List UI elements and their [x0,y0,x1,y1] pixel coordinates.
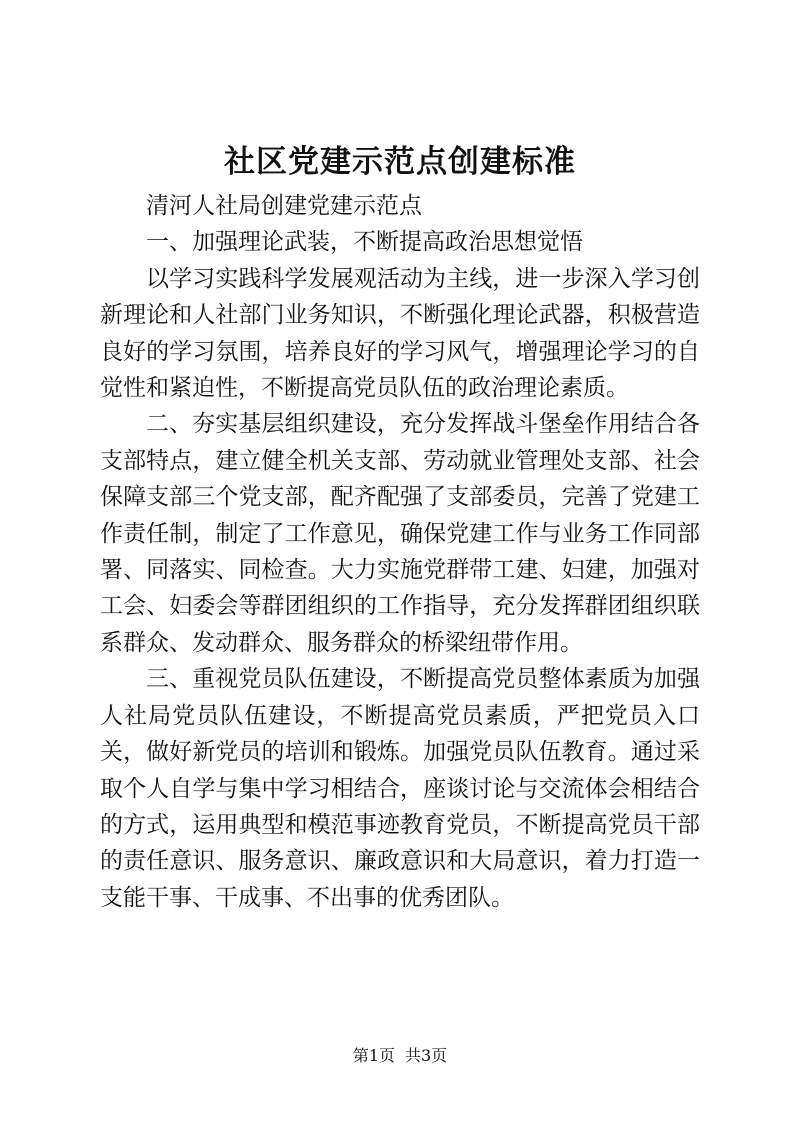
body-paragraph-1: 以学习实践科学发展观活动为主线，进一步深入学习创新理论和人社部门业务知识，不断强化理论武器，积极营造良好的学习氛围，培养良好的学习风气，增强理论学习的自觉性和紧迫性，不断提高党员队伍的政治理论素质。 [100,265,700,402]
document-body [100,188,700,916]
body-paragraph-2: 二、夯实基层组织建设，充分发挥战斗堡垒作用结合各支部特点，建立健全机关支部、劳动就业管理处支部、社会保障支部三个党支部，配齐配强了支部委员，完善了党建工作责任制，制定了工作意见，确保党建工作与业务工作同部署、同落实、同检查。大力实施党群带工建、妇建，加强对工会、妇委会等群团组织的工作指导，充分发挥群团组织联系群众、发动群众、服务群众的桥梁纽带作用。 [100,411,700,656]
body-paragraph-3: 三、重视党员队伍建设，不断提高党员整体素质为加强人社局党员队伍建设，不断提高党员素质，严把党员入口关，做好新党员的培训和锻炼。加强党员队伍教育。通过采取个人自学与集中学习相结合，座谈讨论与交流体会相结合的方式，运用典型和模范事迹教育党员，不断提高党员干部的责任意识、服务意识、廉政意识和大局意识，着力打造一支能干事、干成事、不出事的优秀团队。 [100,666,700,911]
document-title: 社区党建示范点创建标准 [224,144,576,180]
page-total: 共3页 [405,1046,448,1065]
section-heading-1: 一、加强理论武装，不断提高政治思想觉悟 [146,229,583,256]
subtitle-paragraph: 清河人社局创建党建示范点 [146,193,422,219]
page-footer [0,1045,800,1067]
page-number: 第1页 [352,1046,395,1065]
